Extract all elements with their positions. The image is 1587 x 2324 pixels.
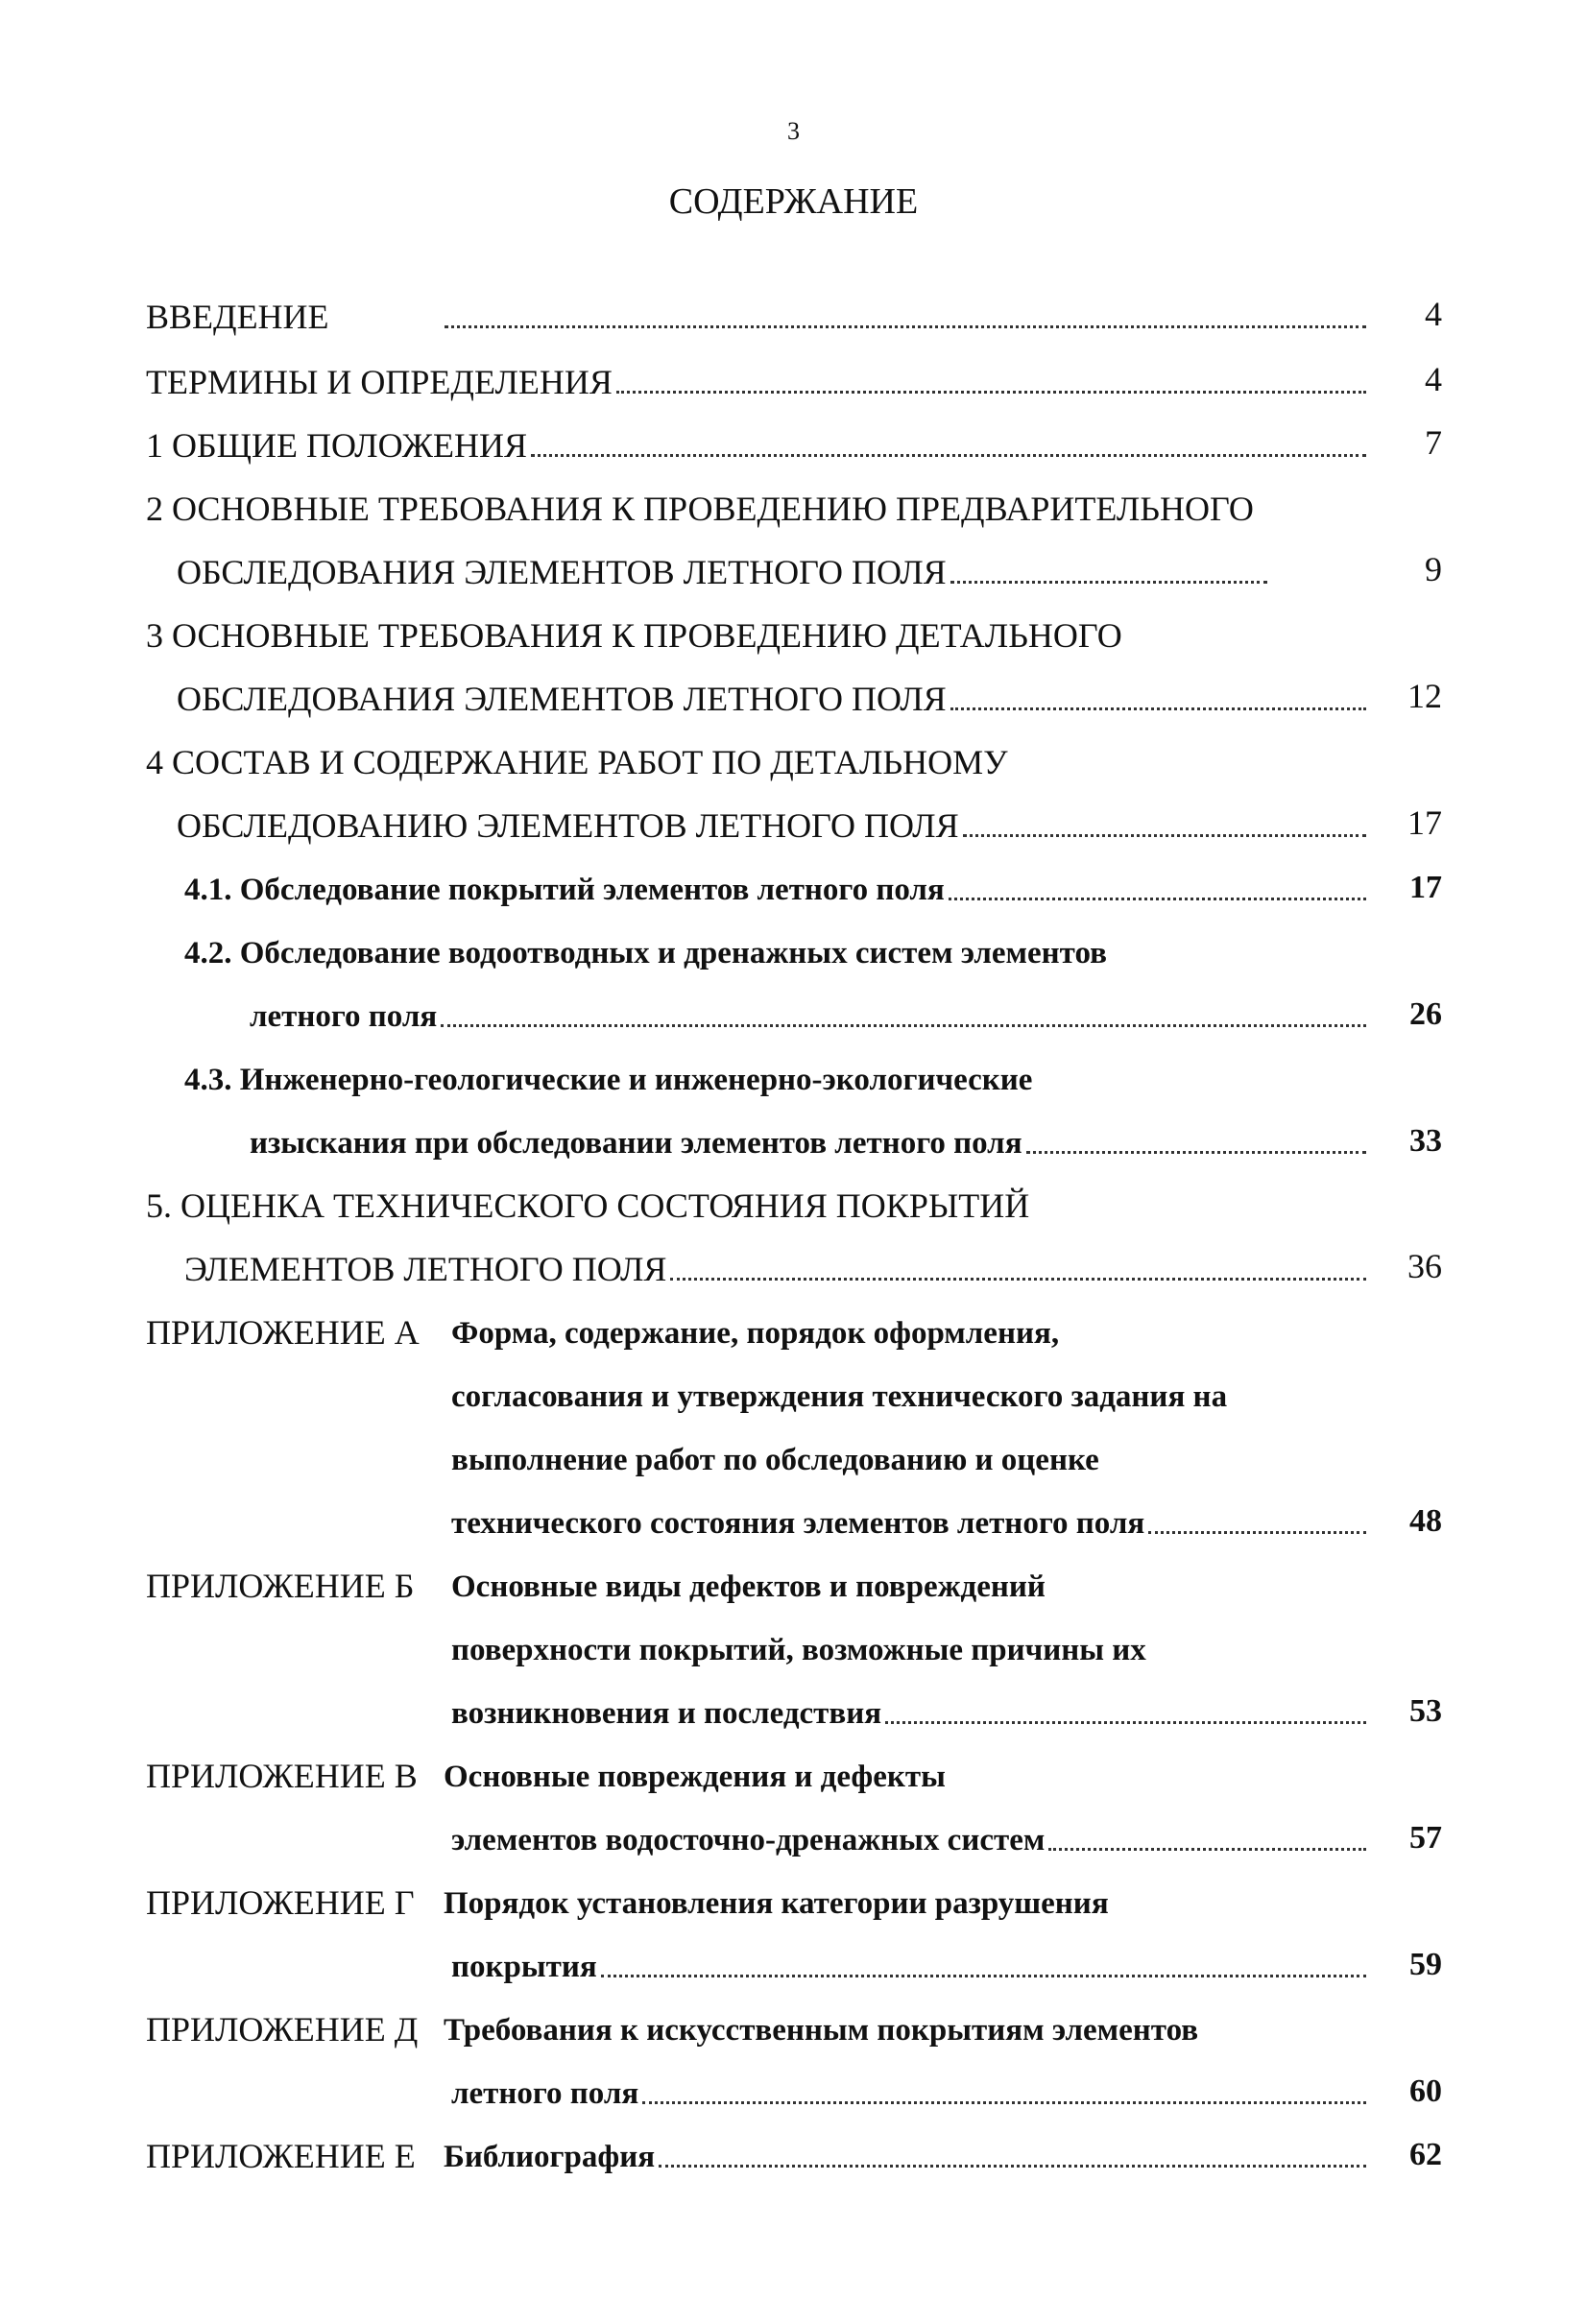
toc-entry-text: выполнение работ по обследованию и оценке [451, 1443, 1099, 1477]
toc-page-number: 62 [1409, 2137, 1442, 2172]
toc-appendix-v-line-1 [444, 1737, 1356, 1793]
toc-entry-text: элементов водосточно-дренажных систем [451, 1823, 1046, 1857]
page-title: СОДЕРЖАНИЕ [668, 181, 919, 222]
toc-entry-text: возникновения и последствия [451, 1696, 882, 1731]
dot-leader [1048, 1848, 1366, 1851]
toc-entry-text: ВВЕДЕНИЕ [146, 298, 329, 336]
toc-page-number: 9 [1425, 550, 1442, 588]
toc-appendix-d-line-1 [444, 1991, 1384, 2047]
toc-entry-text: ОБСЛЕДОВАНИЮ ЭЛЕМЕНТОВ ЛЕТНОГО ПОЛЯ [177, 806, 959, 845]
toc-appendix-v-line-2 [451, 1801, 1370, 1857]
toc-entry-section-4-3-line-1 [184, 1041, 1384, 1096]
toc-entry-terms [146, 344, 1370, 399]
toc-appendix-a-line-3 [451, 1421, 1363, 1476]
toc-appendix-label: ПРИЛОЖЕНИЕ В [146, 1757, 418, 1795]
dot-leader [601, 1975, 1366, 1977]
toc-appendix-a-label [146, 1294, 444, 1350]
toc-entry-text: 4 СОСТАВ И СОДЕРЖАНИЕ РАБОТ ПО ДЕТАЛЬНОМУ [146, 743, 1008, 781]
toc-entry-section-4-3-line-2 [250, 1104, 1370, 1160]
toc-appendix-e-label [146, 2118, 444, 2173]
toc-page-number: 36 [1407, 1247, 1442, 1285]
toc-entry-text: Основные виды дефектов и повреждений [451, 1569, 1046, 1604]
dot-leader [949, 898, 1366, 900]
toc-appendix-label: ПРИЛОЖЕНИЕ Г [146, 1883, 415, 1922]
toc-appendix-v-label [146, 1737, 444, 1793]
toc-entry-text: ТЕРМИНЫ И ОПРЕДЕЛЕНИЯ [146, 363, 613, 401]
toc-appendix-label: ПРИЛОЖЕНИЕ А [146, 1313, 420, 1352]
dot-leader [531, 454, 1366, 457]
toc-entry-section-4-2-line-2 [250, 977, 1370, 1033]
toc-entry-text: технического состояния элементов летного поля [451, 1506, 1145, 1541]
toc-entry-section-1 [146, 407, 1370, 463]
toc-entry-text: Библиография [444, 2140, 656, 2174]
dot-leader [616, 391, 1366, 394]
toc-appendix-label: ПРИЛОЖЕНИЕ Б [146, 1567, 415, 1605]
toc-page-number: 12 [1407, 677, 1442, 715]
toc-page-number: 57 [1409, 1820, 1442, 1856]
toc-entry-section-4-2-line-1 [184, 914, 1384, 970]
toc-entry-text: Основные повреждения и дефекты [444, 1760, 946, 1794]
toc-entry-text: согласования и утверждения технического задания на [451, 1379, 1228, 1414]
toc-appendix-g-line-1 [444, 1864, 1356, 1920]
toc-entry-section-3-line-1 [146, 597, 1384, 653]
toc-entry-text: изыскания при обследовании элементов летного поля [250, 1126, 1022, 1161]
toc-entry-text: ОБСЛЕДОВАНИЯ ЭЛЕМЕНТОВ ЛЕТНОГО ПОЛЯ [177, 680, 947, 718]
toc-entry-text: 3 ОСНОВНЫЕ ТРЕБОВАНИЯ К ПРОВЕДЕНИЮ ДЕТАЛЬНОГО [146, 616, 1122, 655]
toc-entry-text: 5. ОЦЕНКА ТЕХНИЧЕСКОГО СОСТОЯНИЯ ПОКРЫТИЙ [146, 1186, 1030, 1225]
dot-leader [885, 1721, 1366, 1724]
toc-entry-text: ОБСЛЕДОВАНИЯ ЭЛЕМЕНТОВ ЛЕТНОГО ПОЛЯ [177, 553, 947, 591]
toc-page-number: 26 [1409, 996, 1442, 1032]
toc-appendix-a-line-1 [451, 1294, 1363, 1350]
toc-entry-section-4-line-1 [146, 724, 1384, 779]
toc-entry-text: летного поля [451, 2076, 639, 2111]
toc-entry-section-3-line-2 [177, 660, 1370, 716]
toc-appendix-g-label [146, 1864, 444, 1920]
toc-entry-section-5-line-2 [184, 1231, 1370, 1286]
toc-entry-section-2-line-2 [177, 534, 1271, 589]
toc-entry-text: летного поля [250, 999, 438, 1034]
toc-entry-text: 2 ОСНОВНЫЕ ТРЕБОВАНИЯ К ПРОВЕДЕНИЮ ПРЕДВАРИТЕЛЬНОГО [146, 490, 1254, 528]
toc-entry-text: поверхности покрытий, возможные причины их [451, 1633, 1146, 1667]
dot-leader [670, 1278, 1366, 1281]
dot-leader [642, 2101, 1366, 2104]
dot-leader [950, 581, 1267, 584]
toc-entry-section-4-line-2 [177, 787, 1370, 843]
toc-appendix-b-line-3 [451, 1674, 1370, 1730]
toc-appendix-a-line-2 [451, 1357, 1373, 1413]
toc-entry-text: Требования к искусственным покрытиям элементов [444, 2013, 1199, 2048]
toc-page-number: 53 [1409, 1693, 1442, 1729]
toc-page-number: 7 [1425, 423, 1442, 462]
toc-appendix-b-label [146, 1547, 444, 1603]
toc-appendix-d-line-2 [451, 2054, 1370, 2110]
toc-entry-intro [146, 278, 1370, 334]
toc-appendix-e-line-1 [444, 2118, 1370, 2173]
dot-leader [963, 834, 1366, 837]
toc-page-number: 48 [1409, 1503, 1442, 1539]
toc-page-number: 17 [1409, 870, 1442, 905]
toc-entry-section-2-line-1 [146, 470, 1384, 526]
toc-appendix-b-line-2 [451, 1611, 1363, 1666]
toc-page-number: 60 [1409, 2073, 1442, 2109]
toc-entry-text: Порядок установления категории разрушения [444, 1886, 1109, 1921]
toc-page-number: 4 [1425, 295, 1442, 333]
toc-entry-text: покрытия [451, 1950, 597, 1984]
toc-page-number: 4 [1425, 360, 1442, 398]
toc-appendix-label: ПРИЛОЖЕНИЕ Е [146, 2137, 416, 2175]
toc-entry-text: ЭЛЕМЕНТОВ ЛЕТНОГО ПОЛЯ [184, 1250, 667, 1288]
toc-page-number: 59 [1409, 1947, 1442, 1982]
toc-entry-section-5-line-1 [146, 1167, 1384, 1223]
toc-entry-text: 4.1. Обследование покрытий элементов летного поля [184, 873, 945, 907]
dot-leader [441, 1024, 1366, 1027]
toc-appendix-g-line-2 [451, 1928, 1370, 1983]
page-number: 3 [787, 117, 800, 145]
toc-page-number: 17 [1407, 803, 1442, 842]
dot-leader [659, 2165, 1366, 2168]
toc-page-number: 33 [1409, 1123, 1442, 1159]
dot-leader [950, 707, 1366, 710]
toc-entry-section-4-1 [184, 851, 1370, 906]
toc-appendix-b-line-1 [451, 1547, 1363, 1603]
toc-entry-text: 4.3. Инженерно-геологические и инженерно-экологические [184, 1063, 1033, 1097]
dot-leader [1148, 1531, 1366, 1534]
toc-appendix-label: ПРИЛОЖЕНИЕ Д [146, 2010, 419, 2048]
toc-entry-text: 1 ОБЩИЕ ПОЛОЖЕНИЯ [146, 426, 527, 465]
toc-appendix-a-line-4 [451, 1484, 1370, 1540]
toc-appendix-d-label [146, 1991, 444, 2047]
toc-entry-text: 4.2. Обследование водоотводных и дренажных систем элементов [184, 936, 1107, 970]
dot-leader [1026, 1151, 1366, 1154]
toc-entry-text: Форма, содержание, порядок оформления, [451, 1316, 1060, 1351]
dot-leader [445, 325, 1366, 328]
